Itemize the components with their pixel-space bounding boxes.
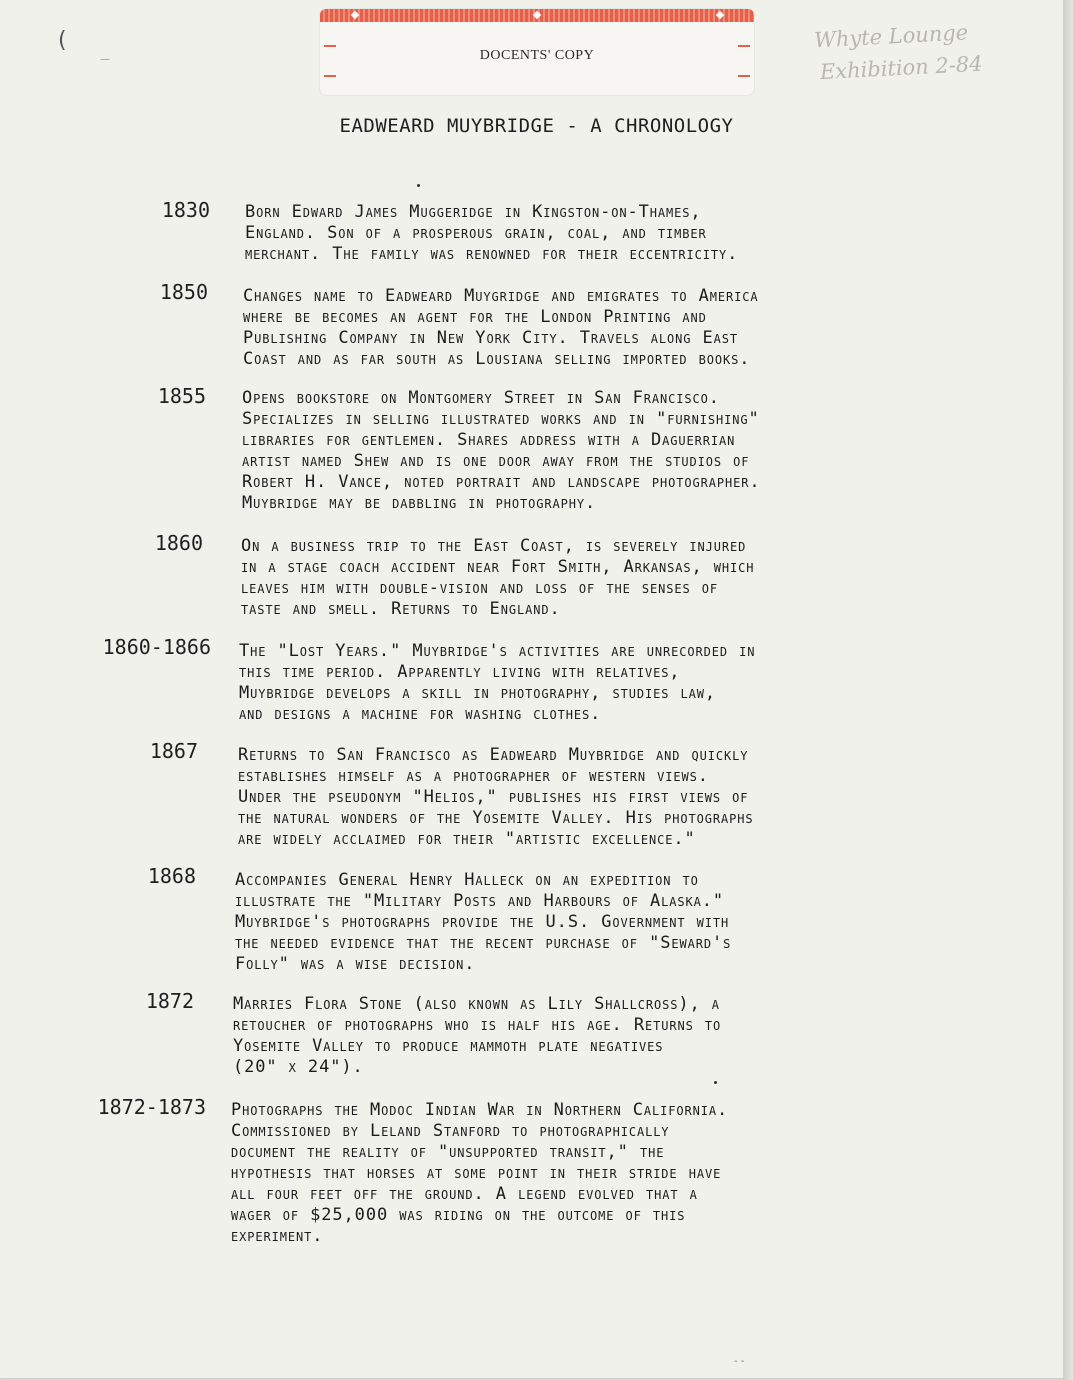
margin-dash-mark: —	[100, 54, 110, 65]
entry-year: 1872	[145, 989, 194, 1013]
label-text: DOCENTS' COPY	[479, 48, 595, 63]
entry-year: 1872-1873	[97, 1095, 206, 1119]
entry-year: 1855	[157, 384, 206, 408]
handwritten-line-1: Whyte Lounge	[813, 20, 969, 53]
stray-dot	[714, 1081, 717, 1084]
label-tick-mark	[738, 45, 750, 47]
margin-bracket-mark: (	[58, 28, 67, 53]
entry-description: Opens bookstore on Montgomery Street in San Francisco. Specializes in selling illustrated works and in "furnishing" libraries for gentlemen. Shares address with a Daguerrian artist named Shew and is one door away from the studios of Robert H. Vance, noted portrait and landscape photographer. Muybridge may be dabbling in photography.	[242, 388, 761, 513]
entry-description: Changes name to Eadweard Muygridge and emigrates to America where be becomes an agent for the London Printing and Publishing Company in New York City. Travels along East Coast and as far south as Lousiana selling imported books.	[243, 286, 759, 369]
entry-description: Photographs the Modoc Indian War in Northern California. Commissioned by Leland Stanford to photographically document the reality of "unsupported transit," the hypothesis that horses at some point in their stride have all four feet off the ground. A legend evolved that a wager of $25,000 was riding on the outcome of this experiment.	[231, 1100, 729, 1246]
entry-year: 1868	[147, 864, 196, 888]
label-tick-mark	[738, 75, 750, 77]
handwritten-line-2: Exhibition 2-84	[819, 51, 984, 85]
entry-description: The "Lost Years." Muybridge's activities are unrecorded in this time period. Apparently living with relatives, Muybridge develops a skill in photography, studies law, and designs a machine for washing clothes.	[239, 641, 756, 724]
entry-description: Marries Flora Stone (also known as Lily Shallcross), a retoucher of photographs who is half his age. Returns to Yosemite Valley to produce mammoth plate negatives (20" x 24").	[233, 994, 722, 1077]
entry-description: Accompanies General Henry Halleck on an expedition to illustrate the "Military Posts and Harbours of Alaska." Muybridge's photographs provide the U.S. Government with the needed evidence that the recent purchase of "Seward's Folly" was a wise decision.	[235, 870, 732, 974]
entry-description: Returns to San Francisco as Eadweard Muybridge and quickly establishes himself as a photographer of western views. Under the pseudonym "Helios," publishes his first views of the natural wonders of the Yosemite Valley. His photographs are widely acclaimed for their "artistic excellence."	[238, 745, 754, 849]
handwritten-note	[813, 16, 983, 89]
entry-year: 1830	[161, 198, 210, 222]
entry-year: 1850	[159, 280, 208, 304]
entry-year: 1860-1866	[102, 635, 211, 659]
paper-edge	[1063, 0, 1073, 1380]
docents-copy-label	[320, 9, 754, 95]
page-title: EADWEARD MUYBRIDGE - A CHRONOLOGY	[339, 115, 734, 137]
label-tick-mark	[324, 75, 336, 77]
entry-year: 1860	[154, 531, 203, 555]
entry-year: 1867	[149, 739, 198, 763]
entry-description: On a business trip to the East Coast, is severely injured in a stage coach accident near Fort Smith, Arkansas, which leaves him with double-vision and loss of the senses of taste and smell. Returns to England.	[241, 536, 755, 619]
footer-dash-mark: - -	[734, 1356, 745, 1367]
stray-dot	[417, 184, 420, 187]
label-tick-mark	[324, 45, 336, 47]
entry-description: Born Edward James Muggeridge in Kingston-on-Thames, England. Son of a prosperous grain, coal, and timber merchant. The family was renowned for their eccentricity.	[245, 202, 739, 264]
